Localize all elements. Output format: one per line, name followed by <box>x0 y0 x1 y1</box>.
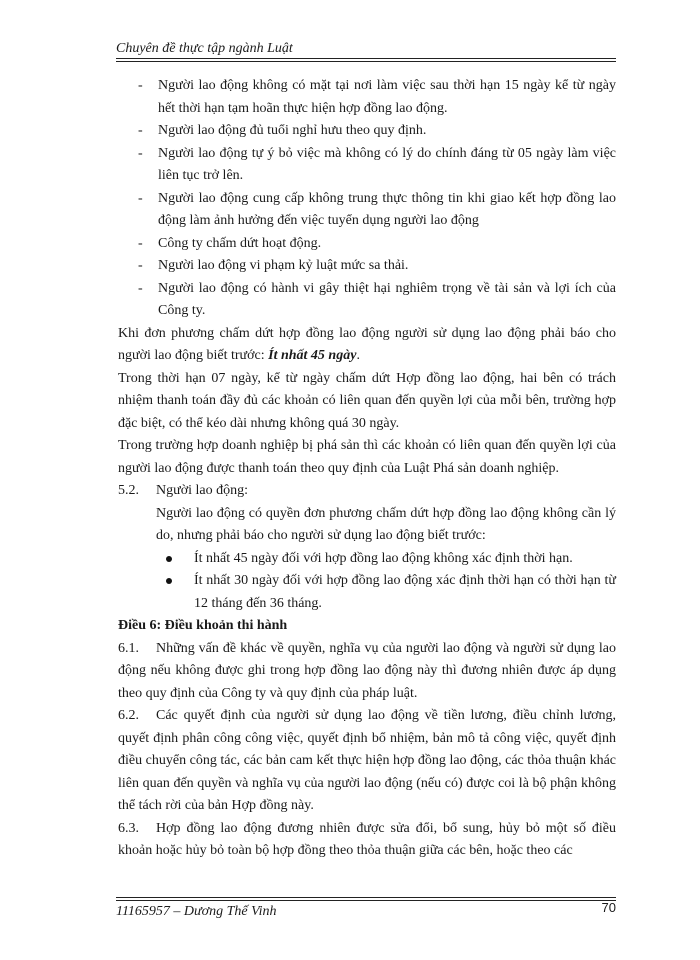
notice-text: Khi đơn phương chấm dứt hợp đồng lao động người sử dụng lao động phải báo cho người lao động biết trước: <box>118 325 616 363</box>
clause-text: Hợp đồng lao động đương nhiên được sửa đổi, bổ sung, hủy bỏ một số điều khoản hoặc hủy bỏ toàn bộ hợp đồng theo thỏa thuận giữa các bên, hoặc theo các <box>118 820 616 858</box>
page-body <box>118 75 616 863</box>
header-rule-top <box>116 58 616 59</box>
footer-rule-bottom <box>116 900 616 901</box>
list-item: - Công ty chấm dứt hoạt động. <box>118 233 616 256</box>
notice-tail: . <box>356 348 360 363</box>
notice-emphasis: Ít nhất 45 ngày <box>268 348 357 363</box>
bankruptcy-paragraph: Trong trường hợp doanh nghiệp bị phá sản thì các khoản có liên quan đến quyền lợi của người lao động được thanh toán theo quy định của Luật Phá sản doanh nghiệp. <box>118 438 616 476</box>
header-rule-bottom <box>116 61 616 62</box>
footer-author: 11165957 – Dương Thế Vinh <box>116 904 277 919</box>
clause-6-1 <box>118 638 616 706</box>
clause-text: Những vấn đề khác về quyền, nghĩa vụ của người lao động và người sử dụng lao động nếu không được ghi trong hợp đồng lao động này thì đương nhiên được áp dụng theo quy định của Công ty và quy định của pháp luật. <box>118 640 616 701</box>
article-6-heading: Điều 6: Điều khoản thi hành <box>118 618 288 633</box>
running-header: Chuyên đề thực tập ngành Luật <box>116 41 293 56</box>
list-item: Ít nhất 45 ngày đối với hợp đồng lao động không xác định thời hạn. <box>156 548 616 571</box>
list-item: - Người lao động đủ tuổi nghỉ hưu theo quy định. <box>118 120 616 143</box>
termination-grounds-list <box>118 75 616 323</box>
clause-number: 6.1. <box>118 640 139 656</box>
page-number: 70 <box>601 900 616 915</box>
list-item: - Người lao động có hành vi gây thiệt hại nghiêm trọng về tài sản và lợi ích của Công ty. <box>118 278 616 323</box>
list-item: - Người lao động không có mặt tại nơi làm việc sau thời hạn 15 ngày kể từ ngày hết thời hạn tạm hoãn thực hiện hợp đồng lao động. <box>118 75 616 120</box>
clause-number: 6.3. <box>118 820 139 836</box>
list-item: - Người lao động tự ý bỏ việc mà không có lý do chính đáng từ 05 ngày làm việc liên tục trở lên. <box>118 143 616 188</box>
section-number: 5.2. <box>118 483 139 498</box>
section-title: Người lao động: <box>156 483 248 498</box>
clause-text: Các quyết định của người sử dụng lao động về tiền lương, điều chỉnh lương, quyết định phân công công việc, quyết định bổ nhiệm, bản mô tả công việc, quyết định điều chuyển công tác, các bản cam kết thực hiện hợp đồng lao động, các thỏa thuận khác liên quan đến quyền và nghĩa vụ của người lao động (nếu có) được coi là bộ phận không thể tách rời của bản Hợp đồng này. <box>118 708 616 813</box>
notice-paragraph <box>118 323 616 368</box>
clause-6-2 <box>118 705 616 818</box>
clause-number: 6.2. <box>118 708 139 723</box>
list-item: Ít nhất 30 ngày đối với hợp đồng lao động xác định thời hạn có thời hạn từ 12 tháng đến 36 tháng. <box>156 570 616 615</box>
notice-periods-list <box>118 548 616 616</box>
payment-paragraph: Trong thời hạn 07 ngày, kể từ ngày chấm dứt Hợp đồng lao động, hai bên có trách nhiệm thanh toán đầy đủ các khoản có liên quan đến quyền lợi của mỗi bên, trường hợp đặc biệt, có thể kéo dài nhưng không quá 30 ngày. <box>118 370 616 431</box>
list-item: - Người lao động vi phạm kỷ luật mức sa thải. <box>118 255 616 278</box>
list-item: - Người lao động cung cấp không trung thực thông tin khi giao kết hợp đồng lao động làm ảnh hưởng đến việc tuyển dụng người lao động <box>118 188 616 233</box>
footer-rule-top <box>116 897 616 898</box>
section-5-2-text: Người lao động có quyền đơn phương chấm dứt hợp đồng lao động không cần lý do, nhưng phải báo cho người sử dụng lao động biết trước: <box>156 505 616 543</box>
clause-6-3 <box>118 818 616 863</box>
section-5-2-heading <box>118 480 616 503</box>
